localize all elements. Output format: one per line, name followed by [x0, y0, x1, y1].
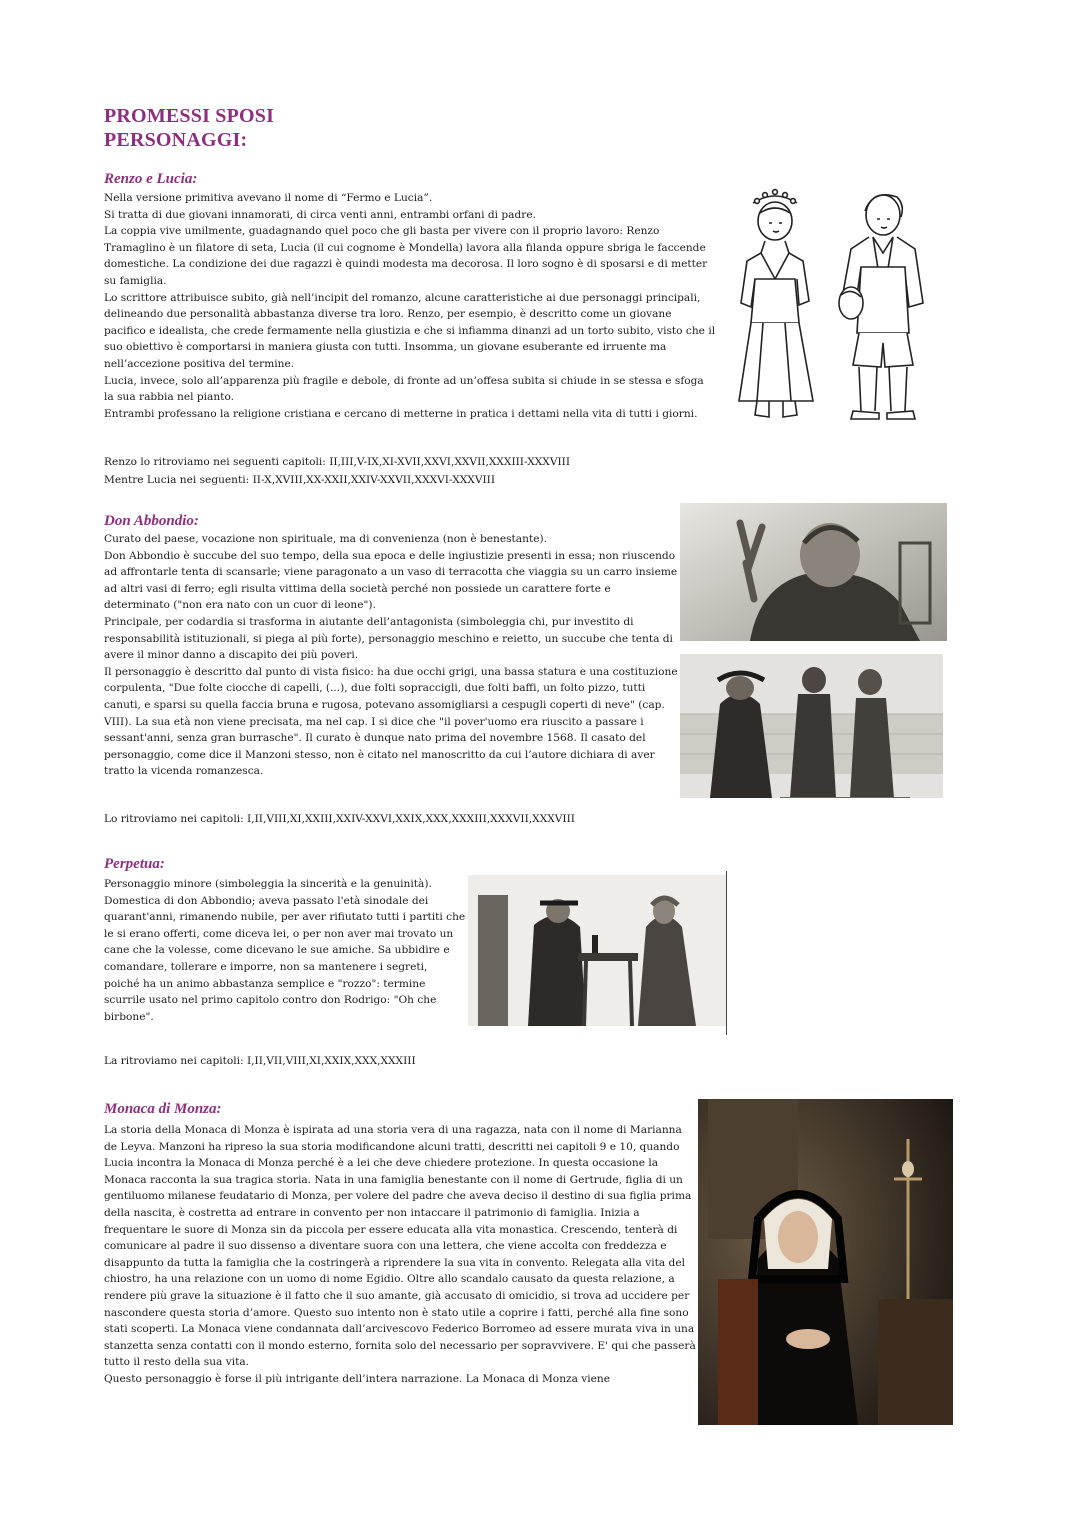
paragraph: Don Abbondio è succube del suo tempo, della sua epoca e delle ingiustizie presenti in essa; non riuscendo ad affrontarle tenta di scansarle; viene paragonato a un vaso di terracotta che viaggia su un carro insieme ad altri vasi di ferro; egli risulta vittima della società perché non possiede un carattere forte e determinato ("non era nato con un cuor di leone"). — [104, 549, 678, 612]
paragraph: Domestica di don Abbondio; aveva passato l'età sinodale dei quarant'anni, rimanendo nubile, per aver rifiutato tutti i partiti che le si erano offerti, come diceva lei, o per non aver mai trovato un cane che la volesse, come dicevano le sue amiche. Sa ubbidire e comandare, tollerare e imporre, non sa mantenere i segreti, poiché ha un animo abbastanza semplice e "rozzo": termine scurrile usato nel primo capitolo contro don Rodrigo: "Oh che birbone". — [104, 894, 466, 1023]
don-abbondio-text — [104, 531, 678, 780]
paragraph: Si tratta di due giovani innamorati, di circa venti anni, entrambi orfani di padre. — [104, 208, 536, 221]
section-heading-perpetua: Perpetua: — [104, 856, 165, 872]
paragraph: La coppia vive umilmente, guadagnando quel poco che gli basta per vivere con il proprio lavoro: Renzo Tramaglino è un filatore di seta, Lucia (il cui cognome è Mondella) lavora alla filanda oppure sbriga le faccende domestiche. La condizione dei due ragazzi è quindi modesta ma decorosa. Il loro sogno è di sposarsi e di metter su famiglia. — [104, 225, 708, 287]
image-border — [726, 871, 727, 1035]
title-line-2: PERSONAGGI: — [104, 129, 248, 151]
paragraph: La storia della Monaca di Monza è ispirata ad una storia vera di una ragazza, nata con il nome di Marianna de Leyva. Manzoni ha ripreso la sua storia modificandone alcuni tratti, descritti nei capitoli 9 e 10, quando Lucia incontra la Monaca di Monza perché è a lei che deve chiedere protezione. In questa occasione la Monaca racconta la sua tragica storia. Nata in una famiglia benestante con il nome di Gertrude, figlia di un gentiluomo milanese feudatario di Monza, per volere del padre che aveva deciso il destino di sua figlia prima della nascita, è costretta ad entrare in convento per non intaccare il patrimonio di famiglia. Inizia a frequentare le suore di Monza sin da piccola per essere educata alla vita monastica. Crescendo, tenterà di comunicare al padre il suo dissenso a diventare suora con una lettera, che viene accolta con freddezza e disappunto da tutta la famiglia che la costringerà a riprendere la sua vita in convento. Relegata alla vita del chiostro, ha una relazione con un uomo di nome Egidio. Oltre allo scandalo causato da questa relazione, a rendere più grave la situazione è il fatto che il suo amante, già accusato di omicidio, si trova ad uccidere per nascondere questa storia d’amore. Questo suo intento non è stato utile a coprire i fatti, perché alla fine sono stati scoperti. La Monaca viene condannata dall’arcivescovo Federico Borromeo ad essere murata viva in una stanzetta senza contatti con il mondo esterno, fornita solo del necessario per sopravvivere. E' qui che passerà tutto il resto della sua vita. — [104, 1124, 696, 1369]
renzo-lucia-illustration — [733, 183, 933, 435]
renzo-lucia-text — [104, 190, 716, 422]
paragraph: Il personaggio è descritto dal punto di vista fisico: ha due occhi grigi, una bassa statura e una costituzione corpulenta, "Due folte ciocche di capelli, (...), due folti sopraccigli, due folti baffi, un folto pizzo, tutti canuti, e sparsi su quella faccia bruna e rugosa, potevano assomigliarsi a cespugli coperti di neve" (cap. VIII). La sua età non viene precisata, ma nel cap. I si dice che "il pover'uomo era riuscito a passare i sessant'anni, senza gran burrasche". Il curato è dunque nato prima del novembre 1568. Il casato del personaggio, come dice il Manzoni stesso, non è citato nel manoscritto da cui l’autore dichiara di aver tratto la vicenda romanzesca. — [104, 665, 678, 778]
title-line-1: PROMESSI SPOSI — [104, 105, 275, 127]
paragraph: Principale, per codardia si trasforma in aiutante dell’antagonista (simboleggia chi, pur investito di responsabilità istituzionali, si piega al più forte), personaggio meschino e reietto, un succube che tenta di avere il minor danno a discapito dei più poveri. — [104, 615, 673, 662]
paragraph: Lo scrittore attribuisce subito, già nell’incipit del romanzo, alcune caratteristiche ai due personaggi principali, delineando due personalità abbastanza diverse tra loro. Renzo, per esempio, è descritto come un giovane pacifico e idealista, che crede fermamente nella giustizia e che si infiamma dinanzi ad un torto subito, visto che il suo obiettivo è comportarsi in maniera giusta con tutti. Insomma, un giovane esuberante ed irruente ma nell’accezione positiva del termine. — [104, 291, 716, 370]
perpetua-engraving — [468, 875, 726, 1026]
renzo-chapters: Renzo lo ritroviamo nei seguenti capitoli: II,III,V-IX,XI-XVII,XXVI,XXVII,XXXIII-XXXVIII — [104, 456, 571, 468]
perpetua-text — [104, 876, 466, 1025]
paragraph: Lucia, invece, solo all’apparenza più fragile e debole, di fronte ad un’offesa subita si chiude in se stessa e sfoga la sua rabbia nel pianto. — [104, 374, 704, 404]
don-abbondio-engraving — [680, 503, 947, 641]
don-abbondio-chapters: Lo ritroviamo nei capitoli: I,II,VIII,XI,XXIII,XXIV-XXVI,XXIX,XXX,XXXIII,XXXVII,XXXVIII — [104, 813, 575, 825]
lucia-chapters: Mentre Lucia nei seguenti: II-X,XVIII,XX-XXII,XXIV-XXVII,XXXVI-XXXVIII — [104, 474, 496, 486]
monaca-painting — [698, 1099, 953, 1425]
paragraph: Questo personaggio è forse il più intrigante dell’intera narrazione. La Monaca di Monza viene — [104, 1372, 611, 1385]
section-heading-renzo-lucia: Renzo e Lucia: — [104, 171, 198, 187]
page-title — [104, 104, 274, 152]
paragraph: Personaggio minore (simboleggia la sincerità e la genuinità). — [104, 878, 432, 890]
paragraph: Nella versione primitiva avevano il nome di “Fermo e Lucia”. — [104, 192, 433, 204]
section-heading-don-abbondio: Don Abbondio: — [104, 513, 199, 529]
section-heading-monaca-di-monza: Monaca di Monza: — [104, 1101, 222, 1117]
paragraph: Entrambi professano la religione cristiana e cercano di metterne in pratica i dettami nella vita di tutti i giorni. — [104, 407, 698, 420]
monaca-text — [104, 1122, 698, 1388]
paragraph: Curato del paese, vocazione non spirituale, ma di convenienza (non è benestante). — [104, 533, 547, 545]
bravi-engraving — [680, 654, 943, 798]
perpetua-chapters: La ritroviamo nei capitoli: I,II,VII,VIII,XI,XXIX,XXX,XXXIII — [104, 1055, 416, 1067]
